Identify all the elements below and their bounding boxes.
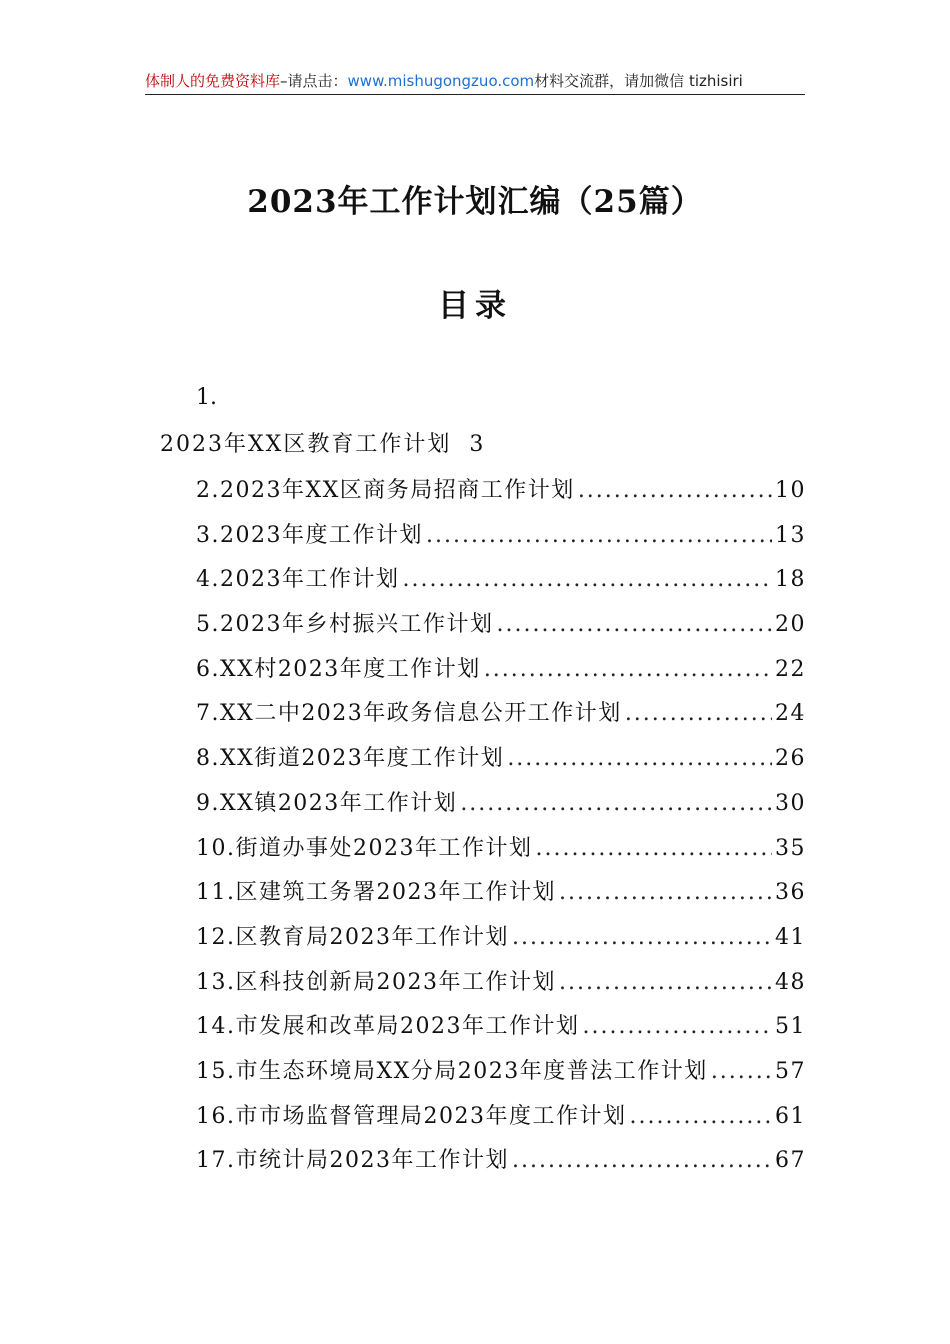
toc-heading: 目录 [438, 288, 512, 324]
dot-leader [507, 746, 772, 771]
toc-entry-page: 30 [775, 790, 806, 816]
toc-entry-page: 13 [775, 522, 806, 548]
dot-leader [559, 880, 772, 905]
toc-entry[interactable] [196, 965, 806, 1010]
toc-entry-title: 11.区建筑工务署2023年工作计划 [196, 880, 556, 906]
toc-entry-title: 6.XX村2023年度工作计划 [196, 656, 481, 682]
document-title: 2023年工作计划汇编（25篇） [247, 184, 703, 220]
toc-entry-page: 41 [775, 924, 806, 950]
toc-entry[interactable] [196, 1099, 806, 1144]
toc-entry[interactable] [196, 920, 806, 965]
toc-entry-page: 20 [775, 612, 806, 638]
toc-entry[interactable] [196, 473, 806, 518]
toc-entry-page: 3 [469, 432, 486, 457]
toc-entry[interactable] [196, 696, 806, 741]
dot-leader [512, 925, 772, 950]
toc-entry-page: 24 [775, 701, 806, 727]
toc-entry[interactable] [196, 831, 806, 876]
toc-entry-title: 15.市生态环境局XX分局2023年度普法工作计划 [196, 1058, 708, 1084]
dot-leader [535, 836, 772, 861]
toc-entry-1-number: 1. [196, 385, 217, 410]
dot-leader [402, 567, 772, 592]
toc-entry-title: 8.XX街道2023年度工作计划 [196, 746, 505, 772]
toc-entry-title: 7.XX二中2023年政务信息公开工作计划 [196, 701, 622, 727]
dot-leader [460, 791, 772, 816]
toc-entry-page: 51 [775, 1014, 806, 1040]
toc-entry[interactable] [196, 652, 806, 697]
toc-entry-title: 12.区教育局2023年工作计划 [196, 924, 509, 950]
toc-entry[interactable] [196, 875, 806, 920]
toc-entry-page: 36 [775, 880, 806, 906]
toc-entry-title: 16.市市场监督管理局2023年度工作计划 [196, 1103, 627, 1129]
dot-leader [512, 1148, 772, 1173]
toc-entry-1[interactable] [160, 427, 485, 458]
toc-entry[interactable] [196, 1009, 806, 1054]
dot-leader [582, 1014, 772, 1039]
toc-entry-title: 9.XX镇2023年工作计划 [196, 790, 458, 816]
dot-leader [578, 478, 772, 503]
toc-entry-title: 3.2023年度工作计划 [196, 522, 423, 548]
toc-entry-title: 4.2023年工作计划 [196, 567, 400, 593]
toc-entry-title: 2023年XX区教育工作计划 [160, 432, 452, 457]
toc-entry[interactable] [196, 562, 806, 607]
toc-entry[interactable] [196, 1143, 806, 1188]
toc-entry-page: 10 [775, 478, 806, 503]
table-of-contents [196, 473, 806, 1188]
dot-leader [426, 523, 772, 548]
toc-entry[interactable] [196, 518, 806, 563]
dot-leader [711, 1059, 772, 1084]
toc-entry-page: 18 [775, 567, 806, 593]
header-brand: 体制人的免费资料库 [145, 72, 281, 90]
toc-entry-page: 67 [775, 1148, 806, 1174]
header-prompt: –请点击： [280, 72, 348, 90]
toc-entry-page: 22 [775, 656, 806, 682]
toc-entry-page: 26 [775, 746, 806, 772]
toc-entry-title: 2.2023年XX区商务局招商工作计划 [196, 478, 575, 503]
dot-leader [484, 657, 772, 682]
page-header [145, 68, 805, 95]
header-contact: 材料交流群，请加微信 tizhisiri [534, 72, 743, 90]
toc-entry-page: 57 [775, 1058, 806, 1084]
toc-entry-page: 35 [775, 835, 806, 861]
toc-entry[interactable] [196, 786, 806, 831]
toc-entry[interactable] [196, 741, 806, 786]
dot-leader [625, 701, 772, 726]
toc-entry-title: 13.区科技创新局2023年工作计划 [196, 969, 556, 995]
toc-entry-title: 14.市发展和改革局2023年工作计划 [196, 1014, 580, 1040]
dot-leader [496, 612, 772, 637]
toc-entry-title: 5.2023年乡村振兴工作计划 [196, 612, 494, 638]
toc-entry-page: 48 [775, 969, 806, 995]
toc-entry[interactable] [196, 1054, 806, 1099]
dot-leader [559, 970, 772, 995]
toc-entry[interactable] [196, 607, 806, 652]
toc-entry-page: 61 [775, 1103, 806, 1129]
header-link[interactable]: www.mishugongzuo.com [347, 72, 535, 90]
toc-entry-title: 17.市统计局2023年工作计划 [196, 1148, 509, 1174]
toc-entry-title: 10.街道办事处2023年工作计划 [196, 835, 533, 861]
dot-leader [629, 1104, 772, 1129]
